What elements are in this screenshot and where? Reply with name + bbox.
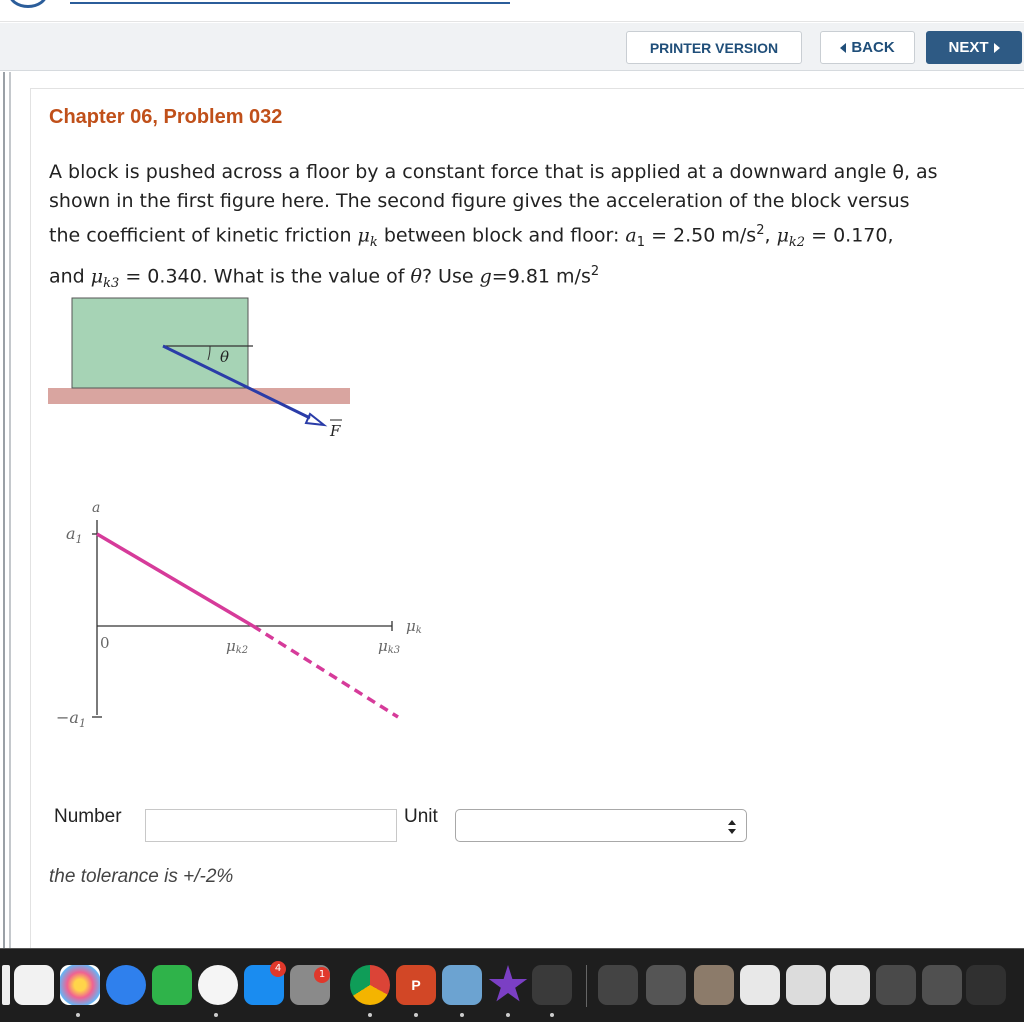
number-label: Number (54, 806, 122, 827)
problem-line-1: A block is pushed across a floor by a constant force that is applied at a downward angle θ, as (49, 161, 938, 183)
x-axis-label: μk (406, 617, 422, 636)
recent-window-1[interactable] (598, 965, 638, 1005)
running-indicator (506, 1013, 510, 1017)
floor (48, 388, 350, 404)
muk3-label: μk3 (378, 637, 401, 656)
left-frame-edge (0, 72, 18, 948)
back-button[interactable] (820, 31, 915, 64)
y-axis-label: a (92, 500, 101, 516)
recent-window-9[interactable] (966, 965, 1006, 1005)
problem-line-2: shown in the first figure here. The second figure gives the acceleration of the block versus (49, 190, 910, 212)
running-indicator (414, 1013, 418, 1017)
imovie-star-icon[interactable] (488, 965, 528, 1005)
recent-window-5[interactable] (786, 965, 826, 1005)
recent-window-6[interactable] (830, 965, 870, 1005)
number-input[interactable] (145, 809, 397, 842)
recent-window-4[interactable] (740, 965, 780, 1005)
tolerance-note: the tolerance is +/-2% (49, 866, 234, 887)
macos-dock (0, 948, 1024, 1022)
printer-icon[interactable] (532, 965, 572, 1005)
running-indicator (214, 1013, 218, 1017)
neg-a1-label: $-a_1$ (56, 708, 86, 730)
problem-title: Chapter 06, Problem 032 (49, 106, 283, 128)
preview-icon[interactable] (14, 965, 54, 1005)
dock-edge-icon[interactable] (2, 965, 10, 1005)
back-label: BACK (851, 39, 895, 56)
powerpoint-icon[interactable]: P (396, 965, 436, 1005)
messages-icon[interactable] (106, 965, 146, 1005)
unit-select[interactable] (455, 809, 747, 842)
graph-dashed-line (253, 626, 401, 717)
chrome-icon[interactable] (350, 965, 390, 1005)
theta-label: θ (220, 348, 230, 366)
block-force-figure (48, 296, 358, 446)
printer-version-label: PRINTER VERSION (649, 39, 779, 56)
facetime-icon[interactable] (152, 965, 192, 1005)
running-indicator (460, 1013, 464, 1017)
acceleration-graph (40, 490, 470, 730)
printer-version-button[interactable] (626, 31, 802, 64)
problem-line-4: and $\mu_{k3} = 0.340$. What is the value of θ? Use g=9.81 $m/s^2$ (49, 264, 600, 292)
problem-navbar (0, 23, 1024, 71)
running-indicator (368, 1013, 372, 1017)
force-arrowhead (306, 414, 324, 425)
site-logo (8, 0, 48, 8)
problem-statement (49, 158, 1009, 298)
image-capture-icon[interactable] (442, 965, 482, 1005)
running-indicator (76, 1013, 80, 1017)
next-button[interactable] (926, 31, 1022, 64)
graph-solid-line (97, 534, 253, 626)
recent-window-2[interactable] (646, 965, 686, 1005)
next-label: NEXT (948, 39, 989, 56)
unit-label: Unit (404, 806, 438, 827)
photos-icon[interactable] (60, 965, 100, 1005)
recent-window-3[interactable] (694, 965, 734, 1005)
force-label: F (330, 422, 341, 440)
origin-label: 0 (100, 634, 110, 652)
chevron-left-icon (840, 43, 846, 53)
chevron-right-icon (994, 43, 1000, 53)
app-store-badge: 4 (270, 961, 286, 977)
system-preferences-badge: 1 (314, 967, 330, 983)
muk2-label: μk2 (226, 637, 249, 656)
select-arrows-icon (727, 819, 737, 835)
music-icon[interactable] (198, 965, 238, 1005)
recent-window-7[interactable] (876, 965, 916, 1005)
recent-window-8[interactable] (922, 965, 962, 1005)
a1-label: $a_1$ (66, 524, 83, 546)
browser-top-strip (0, 0, 1024, 22)
problem-line-3: the coefficient of kinetic friction $\mu_k$ between block and floor: $a_1 = 2.50$ $m/s^2$, $\mu_{k2} = 0.170$, (49, 223, 894, 251)
header-link-cut (70, 0, 510, 4)
running-indicator (550, 1013, 554, 1017)
dock-separator (586, 965, 587, 1007)
